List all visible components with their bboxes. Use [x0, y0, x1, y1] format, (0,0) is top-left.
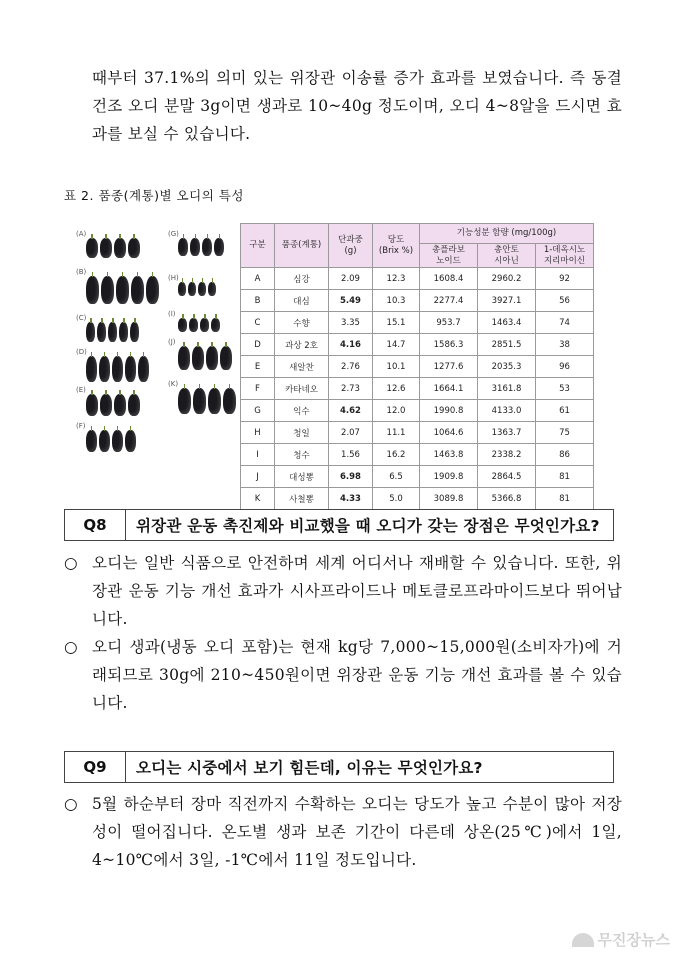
- cell-anthocyanin: 1363.7: [478, 422, 536, 444]
- mulberry-fruit: [86, 356, 97, 382]
- mulberry-fruit: [112, 430, 123, 452]
- cell-weight: 4.16: [329, 334, 373, 356]
- mulberry-fruit: [178, 318, 187, 332]
- table-row: [241, 290, 594, 312]
- cell-dnj: 56: [536, 290, 594, 312]
- cell-sugar: 16.2: [373, 444, 420, 466]
- table-row: [241, 334, 594, 356]
- header-weight: 단과중 (g): [329, 224, 373, 268]
- photo-label: (J): [168, 338, 176, 346]
- q8-title: 위장관 운동 촉진제와 비교했을 때 오디가 갖는 장점은 무엇인가요?: [136, 517, 600, 535]
- cell-variety: 카타네오: [275, 378, 329, 400]
- mulberry-photo-panel: [76, 230, 236, 470]
- table-row: [241, 268, 594, 290]
- mulberry-fruit: [86, 430, 97, 452]
- cell-anthocyanin: 2864.5: [478, 466, 536, 488]
- cell-weight: 3.35: [329, 312, 373, 334]
- cell-sugar: 14.7: [373, 334, 420, 356]
- mulberry-fruit: [119, 322, 128, 342]
- mulberry-fruit: [178, 388, 191, 414]
- cell-flavonoid: 1277.6: [420, 356, 478, 378]
- mulberry-fruit: [99, 356, 110, 382]
- cell-sugar: 11.1: [373, 422, 420, 444]
- header-anthocyanin: 총안토 시아닌: [478, 244, 536, 268]
- cell-dnj: 74: [536, 312, 594, 334]
- cell-weight: 5.49: [329, 290, 373, 312]
- mulberry-fruit: [125, 430, 136, 452]
- cell-weight: 2.09: [329, 268, 373, 290]
- mulberry-fruit: [190, 238, 200, 256]
- cell-no: K: [241, 488, 275, 510]
- watermark-text: 무진장뉴스: [597, 931, 670, 949]
- header-sugar: 당도 (Brix %): [373, 224, 420, 268]
- mulberry-fruit: [112, 356, 123, 382]
- cell-no: E: [241, 356, 275, 378]
- mulberry-fruit: [189, 318, 198, 332]
- cell-anthocyanin: 5366.8: [478, 488, 536, 510]
- cell-anthocyanin: 1463.4: [478, 312, 536, 334]
- q9-title: 오디는 시중에서 보기 힘든데, 이유는 무엇인가요?: [136, 759, 483, 777]
- cell-no: D: [241, 334, 275, 356]
- table-row: [241, 312, 594, 334]
- q9-answer-1: 5월 하순부터 장마 직전까지 수확하는 오디는 당도가 높고 수분이 많아 저장성이 떨어집니다. 온도별 생과 보존 기간이 다른데 상온(25℃)에서 1일, 4~10℃에서 3일, -1℃에서 11일 정도입니다.: [92, 795, 622, 869]
- q9-bullet-1: ○: [64, 795, 78, 813]
- cell-sugar: 15.1: [373, 312, 420, 334]
- cell-no: A: [241, 268, 275, 290]
- mulberry-fruit: [223, 388, 236, 414]
- cell-variety: 과상 2호: [275, 334, 329, 356]
- mulberry-fruit: [99, 430, 110, 452]
- cell-flavonoid: 1664.1: [420, 378, 478, 400]
- mulberry-fruit: [208, 282, 216, 296]
- cell-flavonoid: 3089.8: [420, 488, 478, 510]
- q8-answer-2: 오디 생과(냉동 오디 포함)는 현재 kg당 7,000~15,000원(소비자가)에 거래되므로 30g에 210~450원이면 위장관 운동 기능 개선 효과를 볼 수 있습니다.: [92, 638, 622, 712]
- cell-anthocyanin: 2338.2: [478, 444, 536, 466]
- cell-no: G: [241, 400, 275, 422]
- cell-variety: 새알찬: [275, 356, 329, 378]
- mulberry-fruit: [178, 346, 190, 370]
- mulberry-fruit: [128, 238, 140, 258]
- cell-variety: 대성뽕: [275, 466, 329, 488]
- mulberry-fruit: [206, 346, 218, 370]
- header-variety: 품종(계통): [275, 224, 329, 268]
- cell-variety: 사철뽕: [275, 488, 329, 510]
- mulberry-fruit: [131, 276, 144, 304]
- cell-sugar: 6.5: [373, 466, 420, 488]
- photo-label: (G): [168, 230, 179, 238]
- cell-flavonoid: 1909.8: [420, 466, 478, 488]
- cell-anthocyanin: 3927.1: [478, 290, 536, 312]
- header-dnj: 1-데옥시노 지리마이신: [536, 244, 594, 268]
- cell-variety: 청수: [275, 444, 329, 466]
- cell-no: F: [241, 378, 275, 400]
- cell-dnj: 53: [536, 378, 594, 400]
- cell-variety: 심강: [275, 268, 329, 290]
- mulberry-fruit: [178, 282, 186, 296]
- mulberry-fruit: [193, 388, 206, 414]
- cell-no: B: [241, 290, 275, 312]
- cell-weight: 2.76: [329, 356, 373, 378]
- mulberry-fruit: [214, 238, 224, 256]
- mulberry-fruit: [86, 394, 98, 416]
- cell-no: J: [241, 466, 275, 488]
- table-row: [241, 466, 594, 488]
- cell-dnj: 86: [536, 444, 594, 466]
- mulberry-fruit: [114, 238, 126, 258]
- cell-flavonoid: 1586.3: [420, 334, 478, 356]
- cell-dnj: 96: [536, 356, 594, 378]
- cell-variety: 익수: [275, 400, 329, 422]
- q9-number: Q9: [65, 752, 126, 782]
- mulberry-fruit: [100, 238, 112, 258]
- cell-variety: 청일: [275, 422, 329, 444]
- cell-anthocyanin: 2851.5: [478, 334, 536, 356]
- cell-dnj: 75: [536, 422, 594, 444]
- table-row: [241, 400, 594, 422]
- cell-no: C: [241, 312, 275, 334]
- cell-weight: 1.56: [329, 444, 373, 466]
- mulberry-fruit: [198, 282, 206, 296]
- mulberry-fruit: [116, 276, 129, 304]
- table-row: [241, 356, 594, 378]
- cell-dnj: 81: [536, 488, 594, 510]
- cell-anthocyanin: 2035.3: [478, 356, 536, 378]
- cell-weight: 2.73: [329, 378, 373, 400]
- variety-characteristics-table: [240, 223, 594, 510]
- photo-label: (C): [76, 314, 87, 322]
- cell-weight: 6.98: [329, 466, 373, 488]
- mulberry-fruit: [125, 356, 136, 382]
- mulberry-fruit: [130, 322, 139, 342]
- photo-label: (B): [76, 268, 87, 276]
- mulberry-fruit: [86, 322, 95, 342]
- mulberry-fruit: [108, 322, 117, 342]
- cell-dnj: 81: [536, 466, 594, 488]
- watermark-logo-icon: [572, 933, 594, 947]
- cell-flavonoid: 953.7: [420, 312, 478, 334]
- mulberry-fruit: [192, 346, 204, 370]
- table-caption: 표 2. 품종(계통)별 오디의 특성: [64, 188, 244, 203]
- q8-header: [64, 509, 614, 541]
- cell-flavonoid: 1463.8: [420, 444, 478, 466]
- mulberry-fruit: [101, 276, 114, 304]
- cell-flavonoid: 1608.4: [420, 268, 478, 290]
- cell-flavonoid: 1990.8: [420, 400, 478, 422]
- mulberry-fruit: [188, 282, 196, 296]
- mulberry-fruit: [208, 388, 221, 414]
- table-row: [241, 444, 594, 466]
- table-row: [241, 378, 594, 400]
- cell-dnj: 38: [536, 334, 594, 356]
- cell-anthocyanin: 2960.2: [478, 268, 536, 290]
- photo-label: (E): [76, 386, 86, 394]
- mulberry-fruit: [178, 238, 188, 256]
- mulberry-fruit: [220, 346, 232, 370]
- mulberry-fruit: [202, 238, 212, 256]
- mulberry-fruit: [128, 394, 140, 416]
- mulberry-fruit: [146, 276, 159, 304]
- table-row: [241, 488, 594, 510]
- mulberry-fruit: [100, 394, 112, 416]
- photo-label: (H): [168, 274, 179, 282]
- mulberry-fruit: [86, 276, 99, 304]
- photo-label: (K): [168, 380, 179, 388]
- q8-bullet-1: ○: [64, 554, 78, 572]
- cell-dnj: 61: [536, 400, 594, 422]
- header-no: 구분: [241, 224, 275, 268]
- cell-variety: 대심: [275, 290, 329, 312]
- q8-answer-1: 오디는 일반 식품으로 안전하며 세계 어디서나 재배할 수 있습니다. 또한, 위장관 운동 기능 개선 효과가 시사프라이드나 메토클로프라마이드보다 뛰어납니다.: [92, 554, 622, 628]
- cell-flavonoid: 1064.6: [420, 422, 478, 444]
- cell-sugar: 5.0: [373, 488, 420, 510]
- table-row: [241, 422, 594, 444]
- cell-sugar: 12.6: [373, 378, 420, 400]
- cell-flavonoid: 2277.4: [420, 290, 478, 312]
- mulberry-fruit: [200, 318, 209, 332]
- header-flavonoid: 총플라보 노이드: [420, 244, 478, 268]
- cell-anthocyanin: 3161.8: [478, 378, 536, 400]
- cell-weight: 4.33: [329, 488, 373, 510]
- mulberry-fruit: [97, 322, 106, 342]
- watermark: [572, 929, 670, 950]
- mulberry-fruit: [138, 356, 149, 382]
- cell-sugar: 12.3: [373, 268, 420, 290]
- cell-anthocyanin: 4133.0: [478, 400, 536, 422]
- cell-variety: 수향: [275, 312, 329, 334]
- cell-weight: 4.62: [329, 400, 373, 422]
- cell-dnj: 92: [536, 268, 594, 290]
- q9-header: [64, 751, 614, 783]
- mulberry-fruit: [114, 394, 126, 416]
- mulberry-fruit: [211, 318, 220, 332]
- cell-sugar: 10.1: [373, 356, 420, 378]
- cell-no: H: [241, 422, 275, 444]
- cell-no: I: [241, 444, 275, 466]
- photo-label: (A): [76, 230, 87, 238]
- q8-bullet-2: ○: [64, 638, 78, 656]
- header-functional: 기능성분 함량 (mg/100g): [420, 224, 594, 244]
- q8-number: Q8: [65, 510, 126, 540]
- photo-label: (F): [76, 422, 86, 430]
- cell-weight: 2.07: [329, 422, 373, 444]
- photo-label: (D): [76, 348, 87, 356]
- cell-sugar: 12.0: [373, 400, 420, 422]
- photo-label: (I): [168, 310, 176, 318]
- mulberry-fruit: [86, 238, 98, 258]
- cell-sugar: 10.3: [373, 290, 420, 312]
- intro-paragraph: 때부터 37.1%의 의미 있는 위장관 이송률 증가 효과를 보였습니다. 즉 동결건조 오디 분말 3g이면 생과로 10~40g 정도이며, 오디 4~8알을 드시면 효과를 보실 수 있습니다.: [92, 69, 622, 143]
